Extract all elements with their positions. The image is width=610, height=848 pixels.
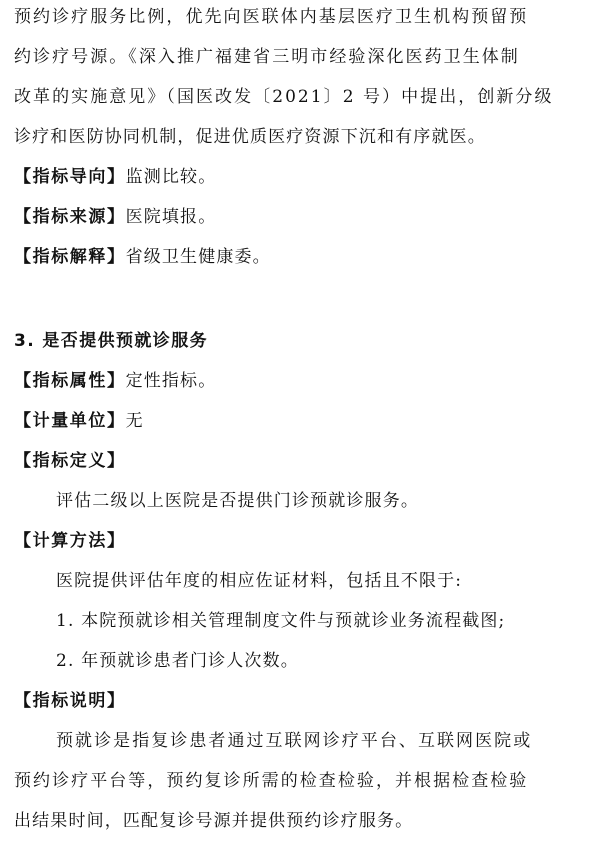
definition-label: 【指标定义】 (14, 451, 126, 471)
calc-label: 【计算方法】 (14, 531, 126, 551)
interpretation-field (14, 241, 271, 273)
explanation-line-2: 预约诊疗平台等，预约复诊所需的检查检验，并根据检查检验 (14, 771, 529, 791)
attribute-value: 定性指标。 (125, 371, 217, 391)
source-label: 【指标来源】 (14, 207, 126, 227)
interpretation-label: 【指标解释】 (14, 247, 126, 267)
attribute-field (14, 365, 216, 397)
source-field (14, 201, 216, 233)
unit-label: 【计量单位】 (14, 411, 126, 431)
definition-text: 评估二级以上医院是否提供门诊预就诊服务。 (56, 491, 419, 511)
intro-line-2: 约诊疗号源。《深入推广福建省三明市经验深化医药卫生体制 (14, 47, 520, 67)
direction-value: 监测比较。 (125, 167, 217, 187)
direction-field (14, 161, 216, 193)
section-heading: 3. 是否提供预就诊服务 (14, 331, 209, 351)
explanation-label: 【指标说明】 (14, 691, 126, 711)
interpretation-value: 省级卫生健康委。 (125, 247, 271, 267)
unit-field (14, 405, 144, 437)
direction-label: 【指标导向】 (14, 167, 126, 187)
calc-item-2: 2. 年预就诊患者门诊人次数。 (56, 651, 299, 671)
intro-line-3: 改革的实施意见》（国医改发〔2021〕2 号）中提出，创新分级 (14, 87, 554, 107)
attribute-label: 【指标属性】 (14, 371, 126, 391)
explanation-line-3: 出结果时间，匹配复诊号源并提供预约诊疗服务。 (14, 811, 414, 831)
source-value: 医院填报。 (125, 207, 217, 227)
intro-line-1: 预约诊疗服务比例，优先向医联体内基层医疗卫生机构预留预 (14, 7, 529, 27)
intro-line-4: 诊疗和医防协同机制，促进优质医疗资源下沉和有序就医。 (14, 127, 486, 147)
calc-item-1: 1. 本院预就诊相关管理制度文件与预就诊业务流程截图; (56, 611, 506, 631)
unit-value: 无 (125, 411, 144, 431)
explanation-line-1: 预就诊是指复诊患者通过互联网诊疗平台、互联网医院或 (56, 731, 533, 751)
calc-intro: 医院提供评估年度的相应佐证材料，包括且不限于: (56, 571, 463, 591)
